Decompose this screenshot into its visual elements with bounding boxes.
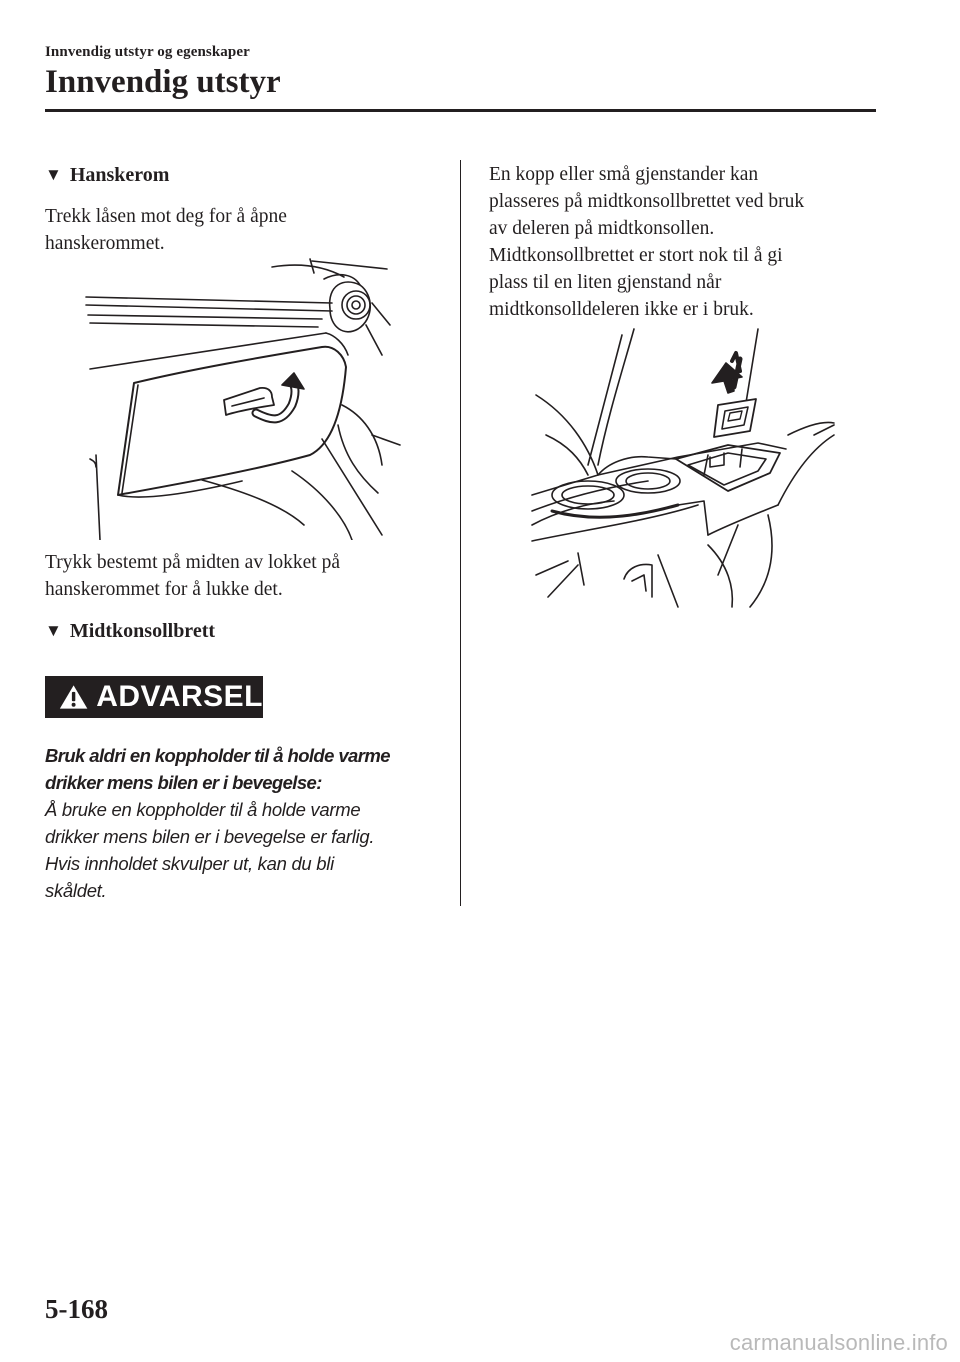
glovebox-illustration [82, 255, 402, 540]
watermark: carmanualsonline.info [729, 1330, 948, 1355]
text-line: av deleren på midtkonsollen. [489, 218, 715, 239]
console-tray-heading-label: Midtkonsollbrett [69, 620, 216, 642]
warning-heading [45, 742, 455, 796]
console-tray-heading [45, 618, 215, 644]
text-line: Hvis innholdet skvulper ut, kan du bli [45, 853, 334, 874]
text-line: Trykk bestemt på midten av lokket på [45, 552, 340, 573]
glovebox-heading-label: Hanskerom [69, 164, 170, 186]
text-line: drikker mens bilen er i bevegelse: [45, 772, 322, 793]
header-rule [45, 109, 876, 112]
warning-body [45, 796, 455, 904]
text-line: plasseres på midtkonsollbrettet ved bruk [489, 191, 805, 212]
text-line: drikker mens bilen er i bevegelse er farlig. [45, 826, 375, 847]
text-line: Trekk låsen mot deg for å åpne [45, 206, 287, 227]
console-tray-illustration [528, 325, 838, 610]
text-line: En kopp eller små gjenstander kan [489, 164, 759, 185]
text-line: hanskerommet for å lukke det. [45, 579, 283, 600]
triangle-down-icon: ▼ [45, 165, 62, 184]
text-line: plass til en liten gjenstand når [489, 272, 722, 293]
text-line: hanskerommet. [45, 233, 165, 254]
warning-badge [45, 676, 263, 718]
glovebox-heading [45, 162, 169, 188]
text-line: skåldet. [45, 880, 107, 901]
text-line: midtkonsolldeleren ikke er i bruk. [489, 299, 754, 320]
glovebox-open-text [45, 203, 445, 257]
text-line: Å bruke en koppholder til å holde varme [45, 799, 361, 820]
warning-label: ADVARSEL [96, 680, 263, 713]
console-tray-text [489, 161, 909, 323]
glovebox-close-text [45, 549, 445, 603]
text-line: Midtkonsollbrettet er stort nok til å gi [489, 245, 783, 266]
column-divider [460, 160, 461, 906]
text-line: Bruk aldri en koppholder til å holde varme [45, 745, 390, 766]
section-label: Innvendig utstyr og egenskaper [45, 44, 250, 60]
page-number: 5-168 [45, 1294, 108, 1324]
warning-triangle-icon [59, 682, 88, 712]
triangle-down-icon: ▼ [45, 621, 62, 640]
page-title: Innvendig utstyr [45, 64, 281, 100]
